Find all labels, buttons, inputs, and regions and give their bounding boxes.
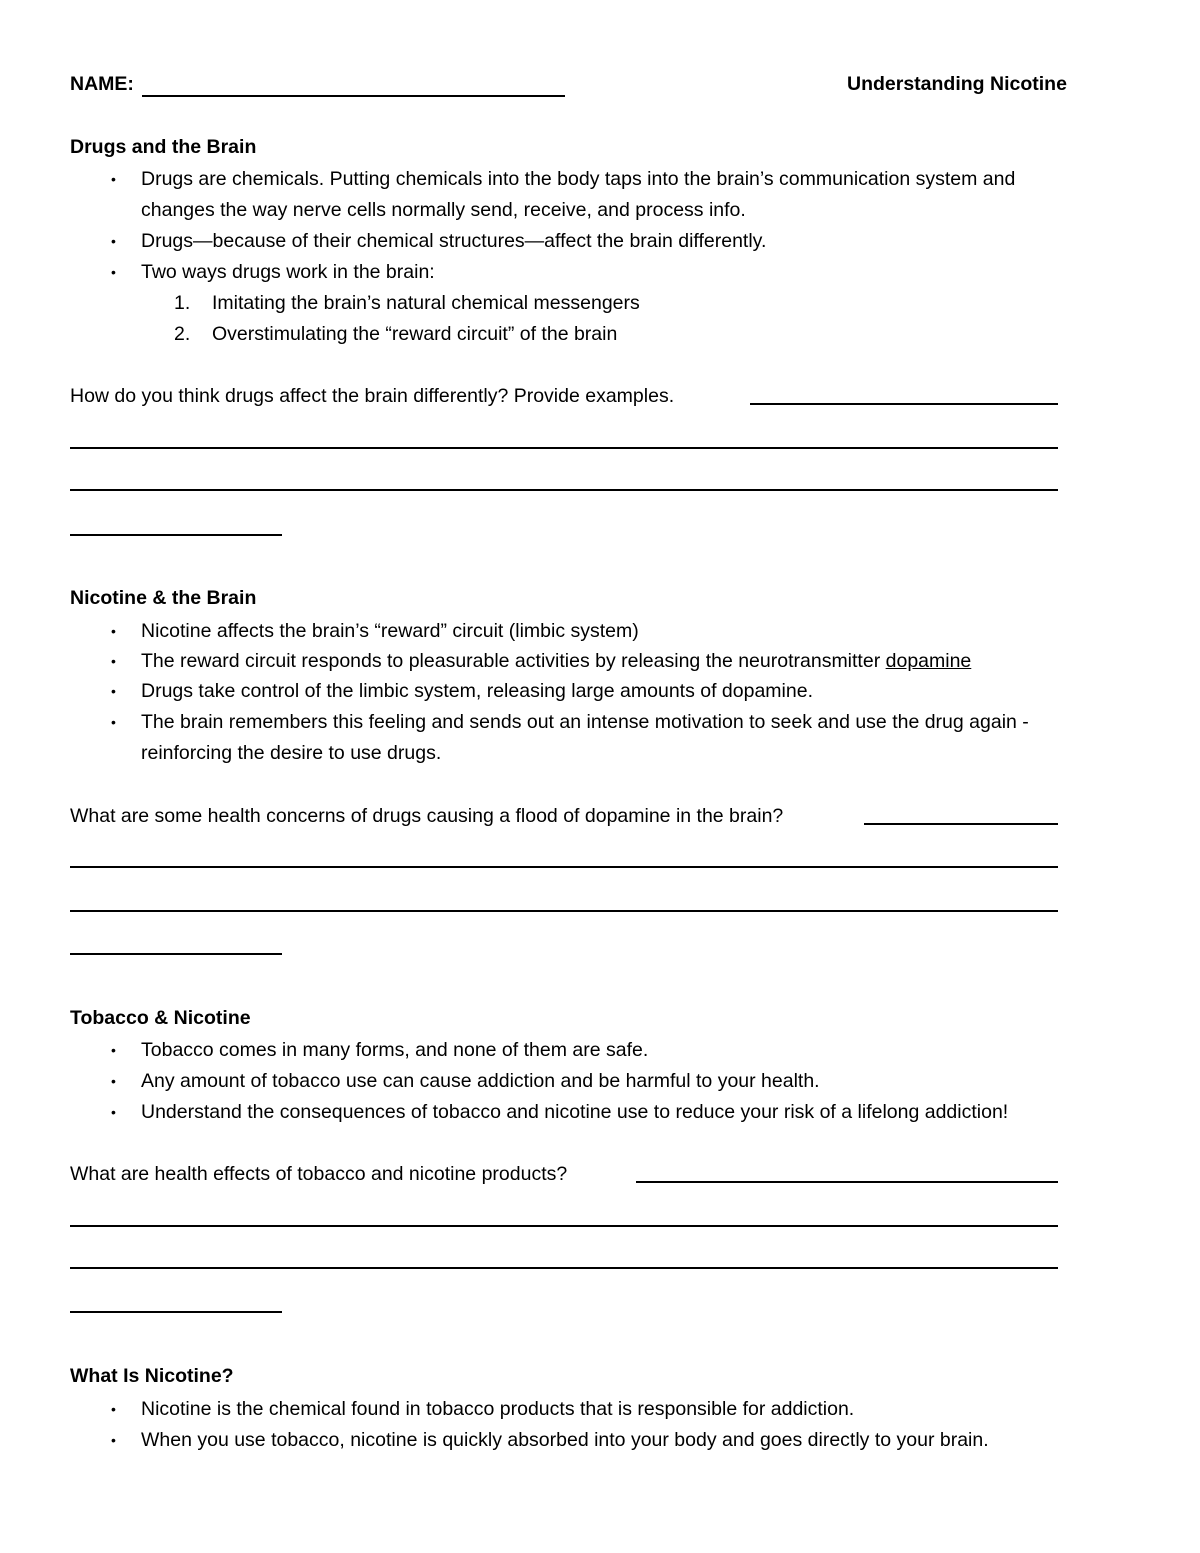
section-heading-tobacco-nicotine: Tobacco & Nicotine [70, 1007, 251, 1029]
bullet-glyph: • [111, 264, 116, 280]
dopamine-term: dopamine [885, 650, 972, 672]
page-title: Understanding Nicotine [847, 73, 1067, 95]
name-label: NAME: [70, 73, 134, 95]
bullet-glyph: • [111, 171, 116, 187]
name-input-line[interactable] [142, 95, 565, 97]
bullet-glyph: • [111, 683, 116, 699]
section-heading-drugs-brain: Drugs and the Brain [70, 136, 257, 158]
bullet-glyph: • [111, 1104, 116, 1120]
bullet-text-continued: changes the way nerve cells normally send, receive, and process info. [141, 199, 746, 221]
bullet-glyph: • [111, 233, 116, 249]
bullet-text: Two ways drugs work in the brain: [141, 261, 435, 283]
question-text: What are some health concerns of drugs causing a flood of dopamine in the brain? [70, 805, 784, 827]
answer-line[interactable] [70, 910, 1058, 912]
numbered-item-text: Imitating the brain’s natural chemical messengers [212, 292, 640, 314]
answer-line[interactable] [636, 1181, 1058, 1183]
bullet-glyph: • [111, 1432, 116, 1448]
bullet-text: Tobacco comes in many forms, and none of them are safe. [141, 1039, 649, 1061]
bullet-text: Drugs take control of the limbic system, releasing large amounts of dopamine. [141, 680, 813, 702]
numbered-item-text: Overstimulating the “reward circuit” of the brain [212, 323, 618, 345]
bullet-text: Understand the consequences of tobacco and nicotine use to reduce your risk of a lifelong addiction! [141, 1101, 1009, 1123]
list-number: 1. [174, 292, 191, 314]
bullet-glyph: • [111, 1401, 116, 1417]
bullet-glyph: • [111, 653, 116, 669]
bullet-text-with-term [141, 650, 971, 673]
answer-line[interactable] [70, 534, 282, 536]
bullet-text: Any amount of tobacco use can cause addiction and be harmful to your health. [141, 1070, 820, 1092]
answer-line[interactable] [70, 1311, 282, 1313]
bullet-glyph: • [111, 623, 116, 639]
answer-line[interactable] [864, 823, 1058, 825]
answer-line[interactable] [70, 1225, 1058, 1227]
answer-line[interactable] [70, 447, 1058, 449]
bullet-text: The reward circuit responds to pleasurable activities by releasing the neurotransmitter [141, 650, 881, 672]
question-text: How do you think drugs affect the brain differently? Provide examples. [70, 385, 675, 407]
bullet-glyph: • [111, 1073, 116, 1089]
answer-line[interactable] [70, 489, 1058, 491]
section-heading-nicotine-brain: Nicotine & the Brain [70, 587, 257, 609]
answer-line[interactable] [750, 403, 1058, 405]
list-number: 2. [174, 323, 191, 345]
bullet-text: Drugs are chemicals. Putting chemicals into the body taps into the brain’s communication system and [141, 168, 1016, 190]
section-heading-what-is-nicotine: What Is Nicotine? [70, 1365, 234, 1387]
bullet-text: Nicotine is the chemical found in tobacco products that is responsible for addiction. [141, 1398, 855, 1420]
bullet-text: When you use tobacco, nicotine is quickly absorbed into your body and goes directly to your brain. [141, 1429, 989, 1451]
bullet-text-continued: reinforcing the desire to use drugs. [141, 742, 442, 764]
bullet-text: The brain remembers this feeling and sends out an intense motivation to seek and use the drug again - [141, 711, 1029, 733]
answer-line[interactable] [70, 953, 282, 955]
question-text: What are health effects of tobacco and nicotine products? [70, 1163, 568, 1185]
answer-line[interactable] [70, 866, 1058, 868]
bullet-glyph: • [111, 1042, 116, 1058]
bullet-text: Drugs—because of their chemical structures—affect the brain differently. [141, 230, 767, 252]
bullet-glyph: • [111, 714, 116, 730]
bullet-text: Nicotine affects the brain’s “reward” circuit (limbic system) [141, 620, 639, 642]
answer-line[interactable] [70, 1267, 1058, 1269]
